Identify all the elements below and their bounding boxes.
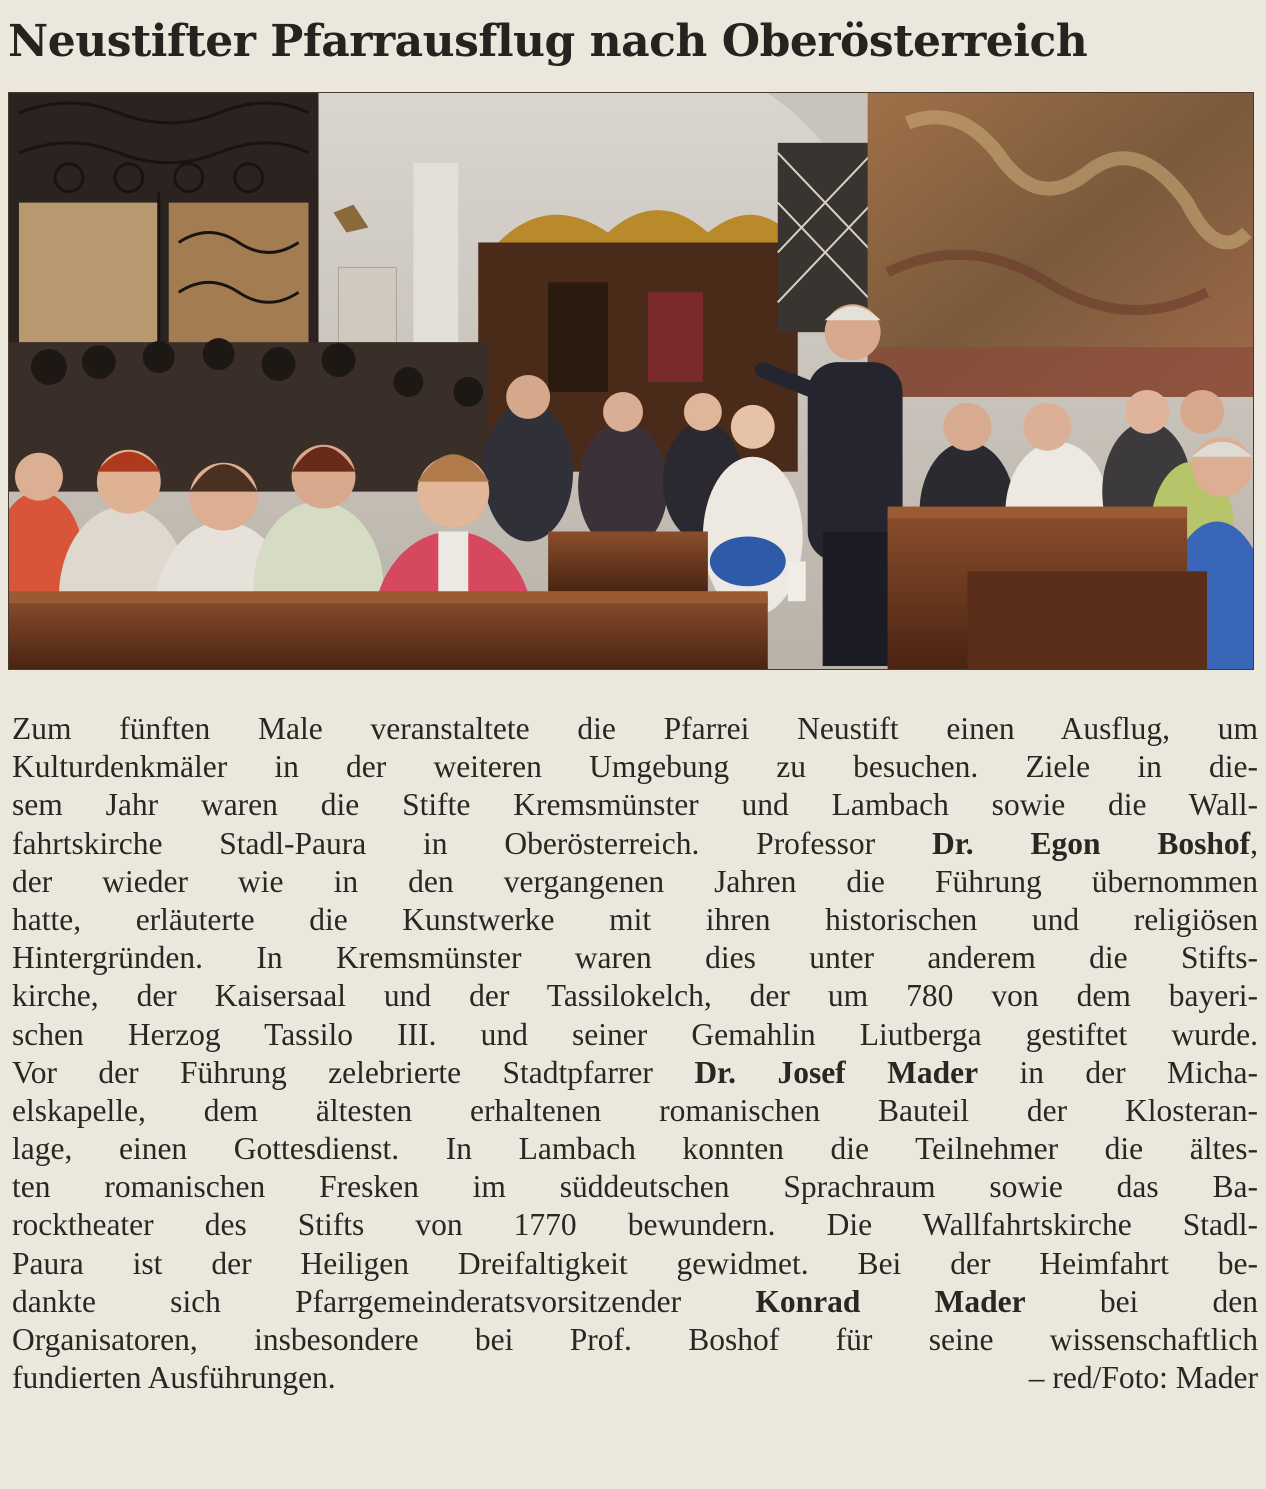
- article-line: fahrtskirche Stadl-Paura in Oberösterreich. Professor Dr. Egon Boshof,: [12, 825, 1258, 861]
- article-line: Paura ist der Heiligen Dreifaltigkeit gewidmet. Bei der Heimfahrt be-: [12, 1245, 1258, 1281]
- article-line: lage, einen Gottesdienst. In Lambach konnten die Teilnehmer die ältes-: [12, 1131, 1258, 1167]
- article-line: der wieder wie in den vergangenen Jahren die Führung übernommen: [12, 863, 1258, 899]
- name-konrad-mader: Konrad Mader: [755, 1283, 1026, 1319]
- article-line: kirche, der Kaisersaal und der Tassilokelch, der um 780 von dem bayeri-: [12, 978, 1258, 1014]
- article-closing-text: fundierten Ausführungen.: [12, 1360, 336, 1396]
- name-josef-mader: Dr. Josef Mader: [694, 1054, 979, 1090]
- article-line: Hintergründen. In Kremsmünster waren dies unter anderem die Stifts-: [12, 940, 1258, 976]
- article-headline: Neustifter Pfarrausflug nach Oberösterreich: [8, 16, 1088, 67]
- article-line: schen Herzog Tassilo III. und seiner Gemahlin Liutberga gestiftet wurde.: [12, 1016, 1258, 1052]
- name-egon-boshof: Dr. Egon Boshof: [931, 825, 1251, 861]
- article-line: elskapelle, dem ältesten erhaltenen romanischen Bauteil der Klosteran-: [12, 1092, 1258, 1128]
- photo-credit: – red/Foto: Mader: [1028, 1360, 1258, 1396]
- church-group-photo: [8, 92, 1254, 670]
- article-line: Kulturdenkmäler in der weiteren Umgebung zu besuchen. Ziele in die-: [12, 749, 1258, 785]
- article-line: sem Jahr waren die Stifte Kremsmünster und Lambach sowie die Wall-: [12, 787, 1258, 823]
- article-last-line: [12, 1359, 1258, 1397]
- article-line: rocktheater des Stifts von 1770 bewundern. Die Wallfahrtskirche Stadl-: [12, 1207, 1258, 1243]
- article-body: [12, 710, 1258, 1397]
- article-line: Vor der Führung zelebrierte Stadtpfarrer Dr. Josef Mader in der Micha-: [12, 1054, 1258, 1090]
- article-line: dankte sich Pfarrgemeinderatsvorsitzender Konrad Mader bei den: [12, 1283, 1258, 1319]
- article-line: Zum fünften Male veranstaltete die Pfarrei Neustift einen Ausflug, um: [12, 711, 1258, 746]
- article-line: ten romanischen Fresken im süddeutschen Sprachraum sowie das Ba-: [12, 1169, 1258, 1205]
- photo-illustration: [9, 93, 1253, 669]
- article-line: Organisatoren, insbesondere bei Prof. Boshof für seine wissenschaftlich: [12, 1322, 1258, 1357]
- article-line: hatte, erläuterte die Kunstwerke mit ihren historischen und religiösen: [12, 901, 1258, 937]
